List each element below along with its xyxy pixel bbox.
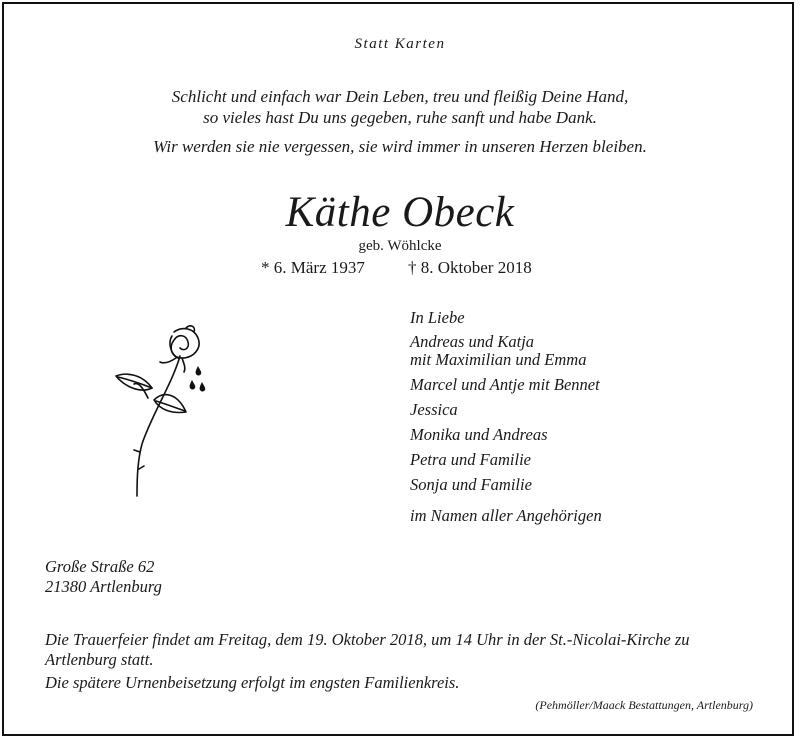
- rose-with-tears-icon: [112, 324, 212, 498]
- mourner-line: mit Maximilian und Emma: [410, 350, 587, 369]
- address-city: 21380 Artlenburg: [45, 577, 162, 596]
- mourners-closing: im Namen aller Angehörigen: [410, 506, 602, 525]
- mourner-entry: Jessica: [410, 400, 458, 419]
- birth-date: * 6. März 1937: [261, 258, 365, 277]
- death-date: † 8. Oktober 2018: [408, 258, 532, 277]
- poem-stanza: [0, 86, 800, 128]
- undertaker-credit: (Pehmöller/Maack Bestattungen, Artlenburg): [535, 698, 753, 712]
- mourner-entry: Marcel und Antje mit Bennet: [410, 375, 600, 394]
- poem-line-3: Wir werden sie nie vergessen, sie wird immer in unseren Herzen bleiben.: [153, 137, 647, 156]
- deceased-name: Käthe Obeck: [285, 189, 515, 236]
- mourners-list: [410, 308, 602, 531]
- statt-karten-heading: Statt Karten: [354, 36, 446, 52]
- mourner-line: Andreas und Katja: [410, 332, 535, 351]
- maiden-name: geb. Wöhlcke: [358, 238, 442, 254]
- address-street: Große Straße 62: [45, 557, 155, 576]
- poem-line-2: so vieles hast Du uns gegeben, ruhe sanft und habe Dank.: [203, 108, 597, 127]
- service-info: [45, 630, 765, 693]
- funeral-announcement: Die Trauerfeier findet am Freitag, dem 19. Oktober 2018, um 14 Uhr in der St.-Nicolai-Kirche zu Artlenburg statt.: [45, 630, 690, 669]
- mourner-entry: [410, 333, 602, 369]
- address-block: [45, 557, 162, 597]
- mourner-entry: Sonja und Familie: [410, 475, 532, 494]
- urn-announcement: Die spätere Urnenbeisetzung erfolgt im engsten Familienkreis.: [45, 673, 460, 692]
- mourners-intro: In Liebe: [410, 308, 465, 327]
- mourner-entry: Monika und Andreas: [410, 425, 548, 444]
- poem-line-1: Schlicht und einfach war Dein Leben, treu und fleißig Deine Hand,: [171, 87, 629, 106]
- mourner-entry: Petra und Familie: [410, 450, 531, 469]
